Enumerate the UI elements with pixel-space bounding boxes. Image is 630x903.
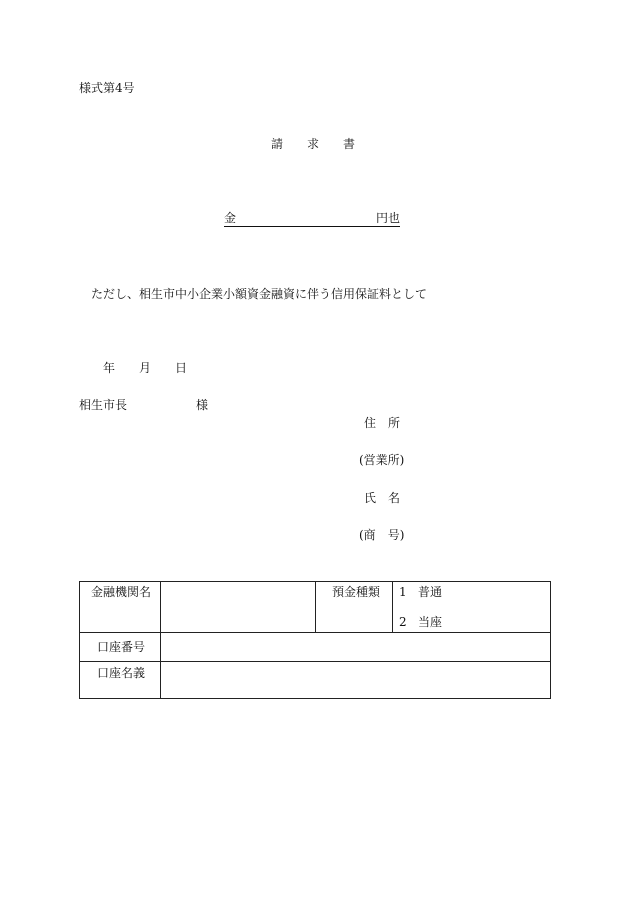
- bank-account-table: [79, 581, 551, 699]
- title-char-3: 書: [343, 137, 356, 151]
- deposit-type-label: 預金種類: [332, 585, 381, 599]
- label-name-1: 氏: [364, 491, 377, 505]
- purpose-text: ただし、相生市中小企業小額資金融資に伴う信用保証料として: [91, 287, 428, 301]
- bank-name-cell[interactable]: [161, 582, 315, 632]
- amount-suffix: 円也: [375, 211, 400, 225]
- addressee: [79, 398, 209, 412]
- addressee-name: 相生市長: [79, 398, 128, 412]
- label-address-2: 所: [388, 416, 401, 430]
- form-number: 様式第4号: [79, 81, 135, 95]
- deposit-option-1-label: 普通: [418, 585, 443, 599]
- addressee-honorific: 様: [196, 398, 209, 412]
- label-trade-open: (商: [359, 528, 376, 542]
- account-number-cell[interactable]: [161, 633, 550, 661]
- label-office: (営業所): [359, 453, 405, 467]
- deposit-option-ordinary[interactable]: [393, 582, 550, 607]
- title-char-2: 求: [307, 137, 320, 151]
- account-holder-label: 口座名義: [97, 666, 146, 680]
- account-holder-cell[interactable]: [161, 662, 550, 698]
- label-trade: [359, 528, 404, 542]
- date-year: 年: [103, 361, 116, 375]
- label-trade-close: 号): [387, 528, 405, 542]
- label-name: [364, 491, 400, 505]
- deposit-option-2-label: 当座: [418, 615, 443, 629]
- label-address: [364, 416, 400, 430]
- account-number-label: 口座番号: [97, 640, 146, 654]
- amount-prefix: 金: [224, 211, 237, 225]
- label-address-1: 住: [364, 416, 377, 430]
- deposit-option-current[interactable]: [393, 607, 550, 632]
- date-month: 月: [139, 361, 152, 375]
- document-title: [271, 137, 355, 151]
- date-line: [103, 361, 187, 375]
- amount-line: [224, 211, 400, 227]
- title-char-1: 請: [271, 137, 284, 151]
- bank-name-label: 金融機関名: [91, 585, 152, 599]
- date-day: 日: [175, 361, 188, 375]
- label-name-2: 名: [388, 491, 401, 505]
- table-divider-bank-deposit: [315, 582, 316, 632]
- deposit-option-2-number: 2: [399, 615, 407, 629]
- deposit-option-1-number: 1: [399, 585, 407, 599]
